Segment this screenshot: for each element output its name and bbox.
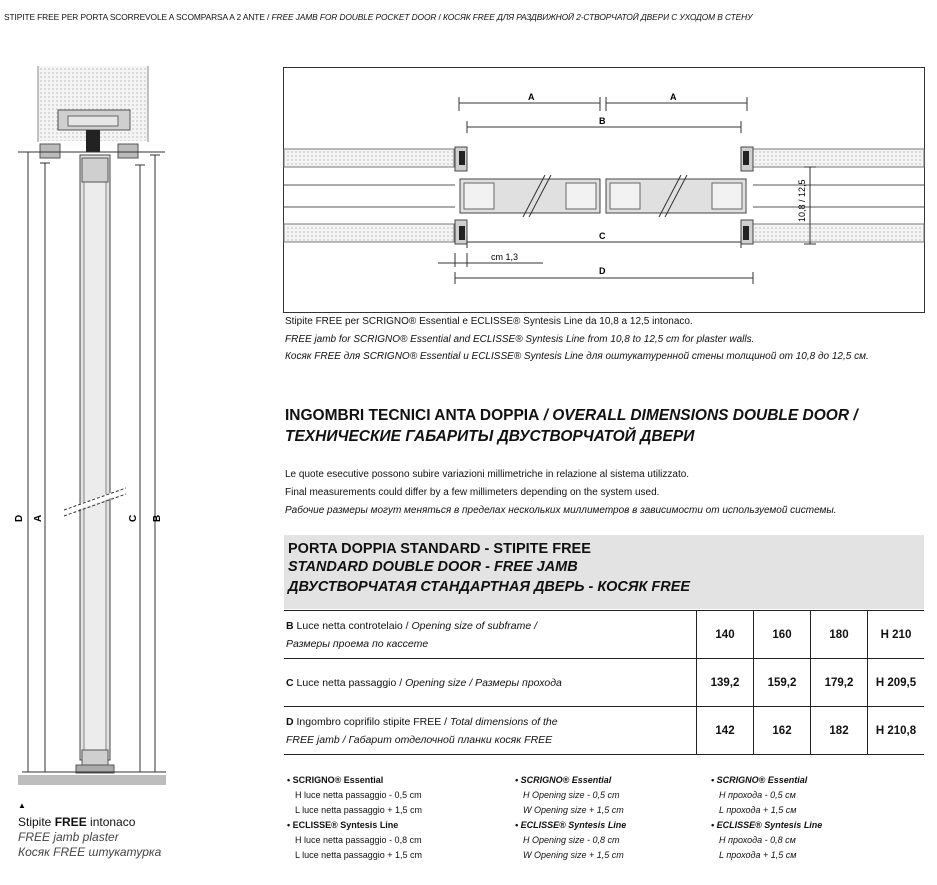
label-a-right: A (670, 92, 677, 102)
side-caption-ru: Косяк FREE штукатурка (18, 845, 162, 859)
label-b: B (152, 514, 163, 522)
jamb-seal (459, 226, 465, 240)
row-letter: B (286, 619, 294, 632)
section-title-en: / OVERALL DIMENSIONS DOUBLE DOOR / (539, 407, 858, 424)
row-ru: / Размеры прохода (466, 676, 562, 689)
note-en: Final measurements could differ by a few millimeters depending on the system used. (285, 487, 660, 498)
jamb-seal (743, 226, 749, 240)
label-c: C (599, 231, 606, 241)
table-row (284, 659, 924, 707)
label-d: D (14, 514, 25, 522)
label-d: D (599, 266, 606, 276)
fn-title: • SCRIGNO® Essential (515, 775, 612, 785)
fn-line: H luce netta passaggio - 0,5 cm (295, 790, 422, 800)
footnote-it (287, 773, 422, 863)
label-wall: 10,8 / 12,5 (797, 179, 807, 222)
section-title (285, 405, 858, 447)
fn-line: H luce netta passaggio - 0,8 cm (295, 835, 422, 845)
row-en: Opening size (405, 676, 467, 689)
header-sep: / (436, 12, 443, 22)
row-label (284, 611, 697, 659)
label-a: A (33, 514, 44, 522)
wall-left-top (284, 149, 454, 167)
wall-right-bottom (753, 224, 924, 242)
row-letter: C (286, 676, 294, 689)
table-cell: 162 (754, 707, 811, 755)
label-gap: cm 1,3 (491, 252, 519, 262)
row-letter: D (286, 715, 294, 728)
plan-view-drawing (283, 67, 926, 314)
label-a-left: A (528, 92, 535, 102)
side-caption-it-bold: FREE (54, 815, 87, 829)
side-caption-en: FREE jamb plaster (18, 830, 119, 844)
table-row (284, 611, 924, 659)
label-b: B (599, 116, 606, 126)
door-top-rail (82, 158, 108, 182)
fn-line: H прохода - 0,5 см (719, 790, 796, 800)
table-row (284, 707, 924, 755)
fn-title: • SCRIGNO® Essential (711, 775, 808, 785)
door-leaf-panel (84, 163, 106, 751)
table-cell: H 210,8 (868, 707, 925, 755)
footnote-ru (711, 773, 822, 863)
table-title-it: PORTA DOPPIA STANDARD - STIPITE FREE (288, 541, 591, 557)
plan-caption-it: Stipite FREE per SCRIGNO® Essential e ECLISSE® Syntesis Line da 10,8 a 12,5 intonaco. (285, 316, 693, 327)
floor (18, 775, 166, 785)
table-title-en: STANDARD DOUBLE DOOR - FREE JAMB (288, 559, 578, 575)
leaf-end (610, 183, 640, 209)
table-cell: H 209,5 (868, 659, 925, 707)
header-en: FREE JAMB FOR DOUBLE POCKET DOOR (271, 12, 437, 22)
plan-caption-ru: Косяк FREE для SCRIGNO® Essential и ECLISSE® Syntesis Line для оштукатуренной стены толщиной от 10,8 до 12,5 см. (285, 351, 869, 362)
fn-line: H Opening size - 0,5 cm (523, 790, 620, 800)
fn-title: • ECLISSE® Syntesis Line (711, 820, 823, 830)
fn-title: • ECLISSE® Syntesis Line (515, 820, 627, 830)
row-en: Opening size of subframe / (411, 619, 537, 632)
table-cell: H 210 (868, 611, 925, 659)
header-sep: / (264, 12, 272, 22)
table-cell: 160 (754, 611, 811, 659)
fn-title: • SCRIGNO® Essential (287, 775, 384, 785)
fn-line: W Opening size + 1,5 cm (523, 850, 624, 860)
bullet-mark: ▲ (18, 801, 26, 810)
section-title-line (285, 405, 858, 426)
row-label (284, 659, 697, 707)
row-en: Total dimensions of the (450, 715, 558, 728)
fn-line: H Opening size - 0,8 cm (523, 835, 620, 845)
side-caption (18, 815, 161, 860)
leaf-end (712, 183, 742, 209)
table-cell: 139,2 (697, 659, 754, 707)
row-en2: FREE jamb (286, 733, 340, 746)
fn-line: L прохода + 1,5 см (719, 850, 797, 860)
section-title-it: INGOMBRI TECNICI ANTA DOPPIA (285, 407, 540, 424)
page-header (4, 12, 752, 22)
table-cell: 142 (697, 707, 754, 755)
fn-line: W Opening size + 1,5 cm (523, 805, 624, 815)
table-cell: 159,2 (754, 659, 811, 707)
table-header (284, 535, 924, 609)
row-it: Luce netta controtelaio / (293, 619, 412, 632)
fn-line: H прохода - 0,8 см (719, 835, 796, 845)
dimensions-table (284, 610, 924, 755)
table-title-ru: ДВУСТВОРЧАТАЯ СТАНДАРТНАЯ ДВЕРЬ - КОСЯК FREE (288, 579, 691, 595)
fn-line: L luce netta passaggio + 1,5 cm (295, 805, 422, 815)
jamb-seal (459, 151, 465, 165)
label-c: C (128, 514, 139, 522)
row-it: Luce netta passaggio / (293, 676, 406, 689)
header-it: STIPITE FREE PER PORTA SCORREVOLE A SCOMPARSA A 2 ANTE (4, 12, 265, 22)
top-track (86, 130, 100, 152)
row-it: Ingombro coprifilo stipite FREE / (293, 715, 450, 728)
vertical-section-drawing (0, 60, 185, 810)
plan-caption-en: FREE jamb for SCRIGNO® Essential and ECLISSE® Syntesis Line from 10,8 to 12,5 cm for plaster walls. (285, 334, 755, 345)
row-ru: / Габарит отделочной планки косяк FREE (339, 733, 553, 746)
row-ru: Размеры проема по кассете (286, 637, 429, 650)
note-it: Le quote esecutive possono subire variazioni millimetriche in relazione al sistema utilizzato. (285, 469, 690, 480)
row-label (284, 707, 697, 755)
fn-title: • ECLISSE® Syntesis Line (287, 820, 399, 830)
footnote-en (515, 773, 626, 863)
side-caption-it-pre: Stipite (18, 815, 55, 829)
fn-line: L luce netta passaggio + 1,5 cm (295, 850, 422, 860)
wall-right-top (753, 149, 924, 167)
leaf-end (464, 183, 494, 209)
wall-left-bottom (284, 224, 454, 242)
table-cell: 182 (811, 707, 868, 755)
top-profile-inner (68, 116, 118, 126)
note-ru: Рабочие размеры могут меняться в пределах нескольких миллиметров в зависимости от используемой системы. (285, 505, 837, 516)
jamb-seal (743, 151, 749, 165)
side-caption-it (18, 815, 161, 830)
fn-line: L прохода + 1,5 см (719, 805, 797, 815)
section-title-ru: ТЕХНИЧЕСКИЕ ГАБАРИТЫ ДВУСТВОРЧАТОЙ ДВЕРИ (285, 428, 695, 445)
table-cell: 140 (697, 611, 754, 659)
table-cell: 179,2 (811, 659, 868, 707)
leaf-end (566, 183, 596, 209)
jamb-right (118, 144, 138, 158)
header-ru: КОСЯК FREE ДЛЯ РАЗДВИЖНОЙ 2-СТВОРЧАТОЙ ДВЕРИ С УХОДОМ В СТЕНУ (443, 12, 753, 22)
side-caption-it-post: intonaco (86, 815, 136, 829)
jamb-left (40, 144, 60, 158)
table-cell: 180 (811, 611, 868, 659)
